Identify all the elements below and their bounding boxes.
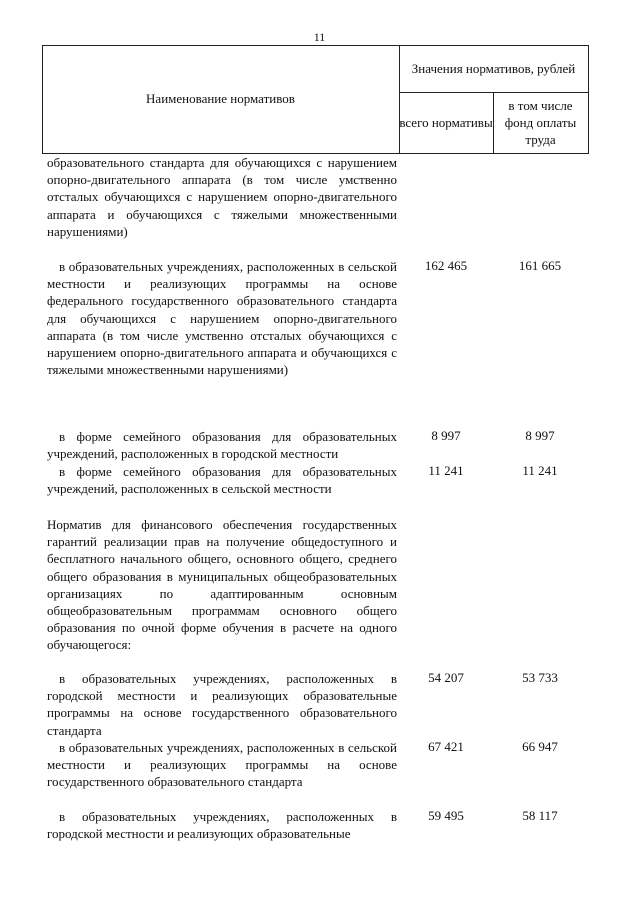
row-total-value: 54 207 xyxy=(428,670,464,685)
row-text: в форме семейного образования для образовательных учреждений, расположенных в городской местности xyxy=(47,429,397,462)
row-wage-value: 53 733 xyxy=(522,670,558,685)
row-total-value: 11 241 xyxy=(428,463,464,478)
header-wage-col: в том числе фонд оплаты труда xyxy=(504,98,577,147)
header-right-border xyxy=(588,45,589,154)
row-wage-value: 66 947 xyxy=(522,739,558,754)
header-total-col: всего нормативы xyxy=(399,115,493,130)
row-wage-value: 8 997 xyxy=(525,428,555,443)
row-total-value: 162 465 xyxy=(424,258,468,273)
row-text: в образовательных учреждениях, расположенных в городской местности и реализующих образовательные программы на основе государственного образовательного стандарта xyxy=(47,671,397,738)
row-text: образовательного стандарта для обучающихся с нарушением опорно-двигательного аппарата (в том числе умственно отсталых обучающихся с нарушением опорно-двигательного аппарата и обучающихся с тяжелыми множественными нарушениями) xyxy=(47,155,397,239)
row-total-value: 67 421 xyxy=(428,739,464,754)
row-wage-value: 161 665 xyxy=(518,258,562,273)
row-wage-value: 11 241 xyxy=(522,463,558,478)
row-text: в форме семейного образования для образовательных учреждений, расположенных в сельской местности xyxy=(47,464,397,497)
row-wage-value: 58 117 xyxy=(522,808,558,823)
row-text: в образовательных учреждениях, расположенных в сельской местности и реализующих программы на основе федерального государственного образовательного стандарта для обучающихся с нарушением опорно-двигательного аппарата (в том числе умственно отсталых обучающихся с нарушением опорно-двигательного аппарата и обучающихся с тяжелыми множественными нарушениями) xyxy=(47,259,397,378)
header-values-col: Значения нормативов, рублей xyxy=(411,61,576,76)
page-number: 11 xyxy=(313,30,326,44)
header-name-col: Наименование нормативов xyxy=(146,91,295,106)
row-total-value: 8 997 xyxy=(431,428,461,443)
row-text: в образовательных учреждениях, расположенных в городской местности и реализующих образовательные xyxy=(47,809,397,842)
section-heading: Норматив для финансового обеспечения государственных гарантий реализации прав на получение общедоступного и бесплатного начального общего, основного общего, среднего общего образования в муниципальных общеобразовательных организациях по адаптированным основным общеобразовательным программам основного общего образования по очной форме обучения в расчете на одного обучающегося: xyxy=(47,517,397,653)
row-total-value: 59 495 xyxy=(428,808,464,823)
row-text: в образовательных учреждениях, расположенных в сельской местности и реализующих программы на основе государственного образовательного стандарта xyxy=(47,740,397,790)
